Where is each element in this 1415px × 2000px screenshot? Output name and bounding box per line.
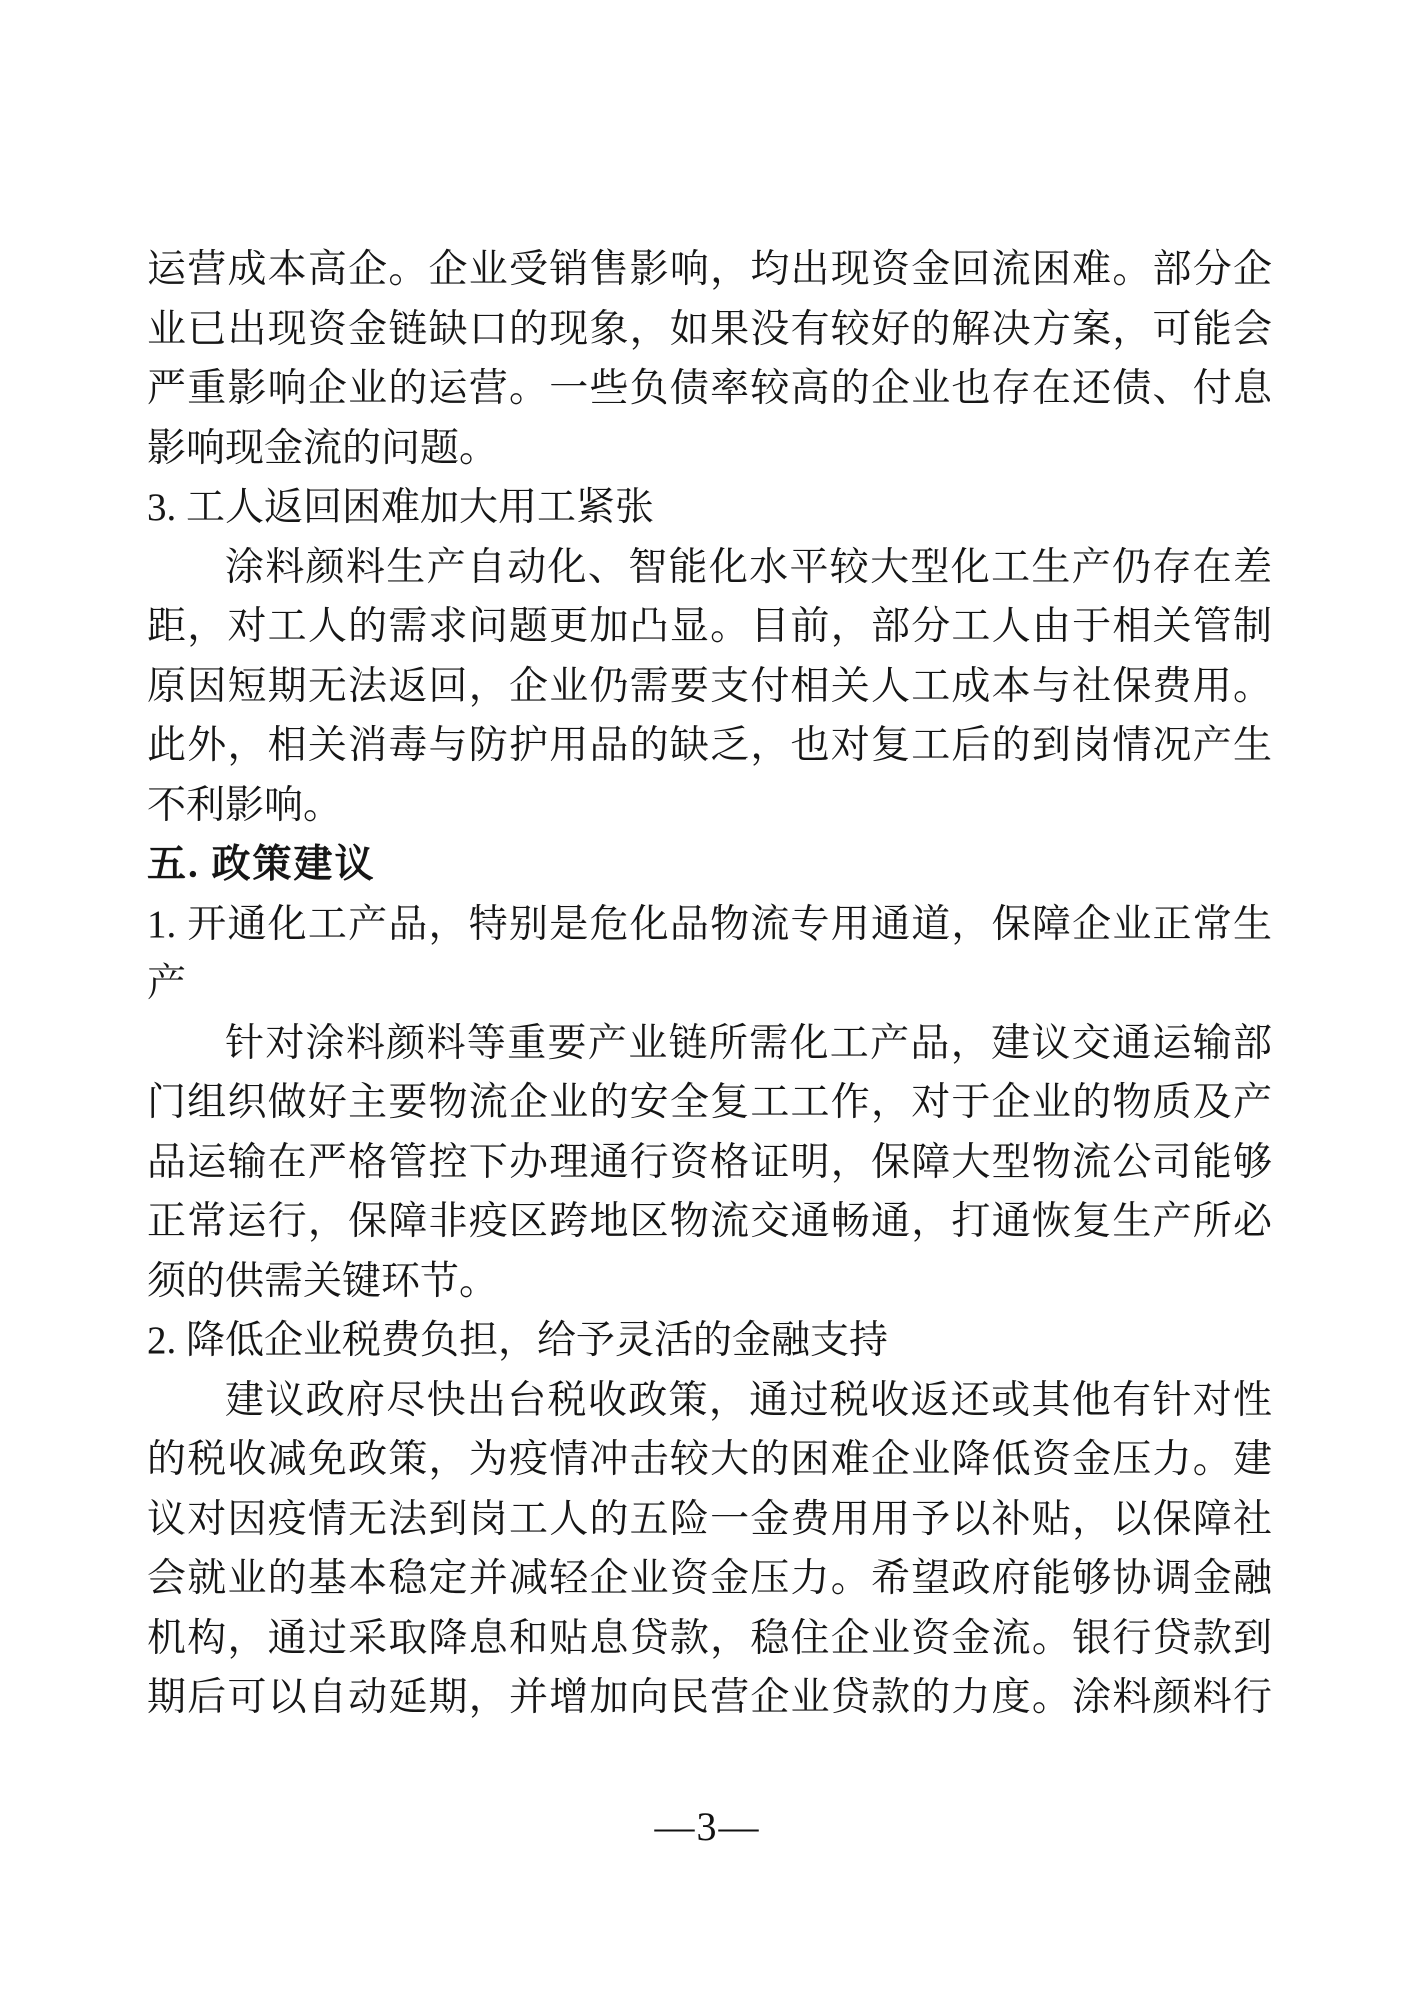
list-item-heading-1: 1. 开通化工产品，特别是危化品物流专用通道，保障企业正常生	[147, 902, 1272, 946]
text-line: 距，对工人的需求问题更加凸显。目前，部分工人由于相关管制	[147, 605, 1272, 648]
text-line: 原因短期无法返回，企业仍需要支付相关人工成本与社保费用。	[147, 664, 1272, 708]
text-line: 涂料颜料生产自动化、智能化水平较大型化工生产仍存在差	[225, 545, 1272, 589]
text-line: 此外，相关消毒与防护用品的缺乏，也对复工后的到岗情况产生	[147, 724, 1272, 767]
text-line: 期后可以自动延期，并增加向民营企业贷款的力度。涂料颜料行	[147, 1676, 1272, 1719]
text-line: 建议政府尽快出台税收政策，通过税收返还或其他有针对性	[225, 1378, 1272, 1422]
text-line: 正常运行，保障非疫区跨地区物流交通畅通，打通恢复生产所必	[147, 1200, 1272, 1243]
text-line: 须的供需关键环节。	[147, 1259, 499, 1303]
text-line: 业已出现资金链缺口的现象，如果没有较好的解决方案，可能会	[147, 307, 1272, 351]
text-line: 运营成本高企。企业受销售影响，均出现资金回流困难。部分企	[147, 248, 1272, 291]
text-line: 机构，通过采取降息和贴息贷款，稳住企业资金流。银行贷款到	[147, 1616, 1272, 1660]
list-item-heading-2: 2. 降低企业税费负担，给予灵活的金融支持	[147, 1319, 889, 1362]
text-line: 品运输在严格管控下办理通行资格证明，保障大型物流公司能够	[147, 1140, 1272, 1184]
text-line: 议对因疫情无法到岗工人的五险一金费用用予以补贴，以保障社	[147, 1497, 1272, 1541]
text-line: 影响现金流的问题。	[147, 426, 499, 470]
text-block	[147, 240, 1272, 1728]
text-line: 严重影响企业的运营。一些负债率较高的企业也存在还债、付息	[147, 367, 1272, 410]
text-line: 不利影响。	[147, 783, 343, 827]
text-line: 门组织做好主要物流企业的安全复工工作，对于企业的物质及产	[147, 1081, 1272, 1124]
list-item-heading-3: 3. 工人返回困难加大用工紧张	[147, 486, 655, 529]
text-line: 会就业的基本稳定并减轻企业资金压力。希望政府能够协调金融	[147, 1557, 1272, 1600]
text-line: 的税收减免政策，为疫情冲击较大的困难企业降低资金压力。建	[147, 1438, 1272, 1481]
text-line: 产	[147, 962, 187, 1005]
text-line: 针对涂料颜料等重要产业链所需化工产品，建议交通运输部	[225, 1021, 1272, 1065]
section-heading-5: 五. 政策建议	[147, 843, 376, 886]
page-number: —3—	[654, 1804, 761, 1849]
